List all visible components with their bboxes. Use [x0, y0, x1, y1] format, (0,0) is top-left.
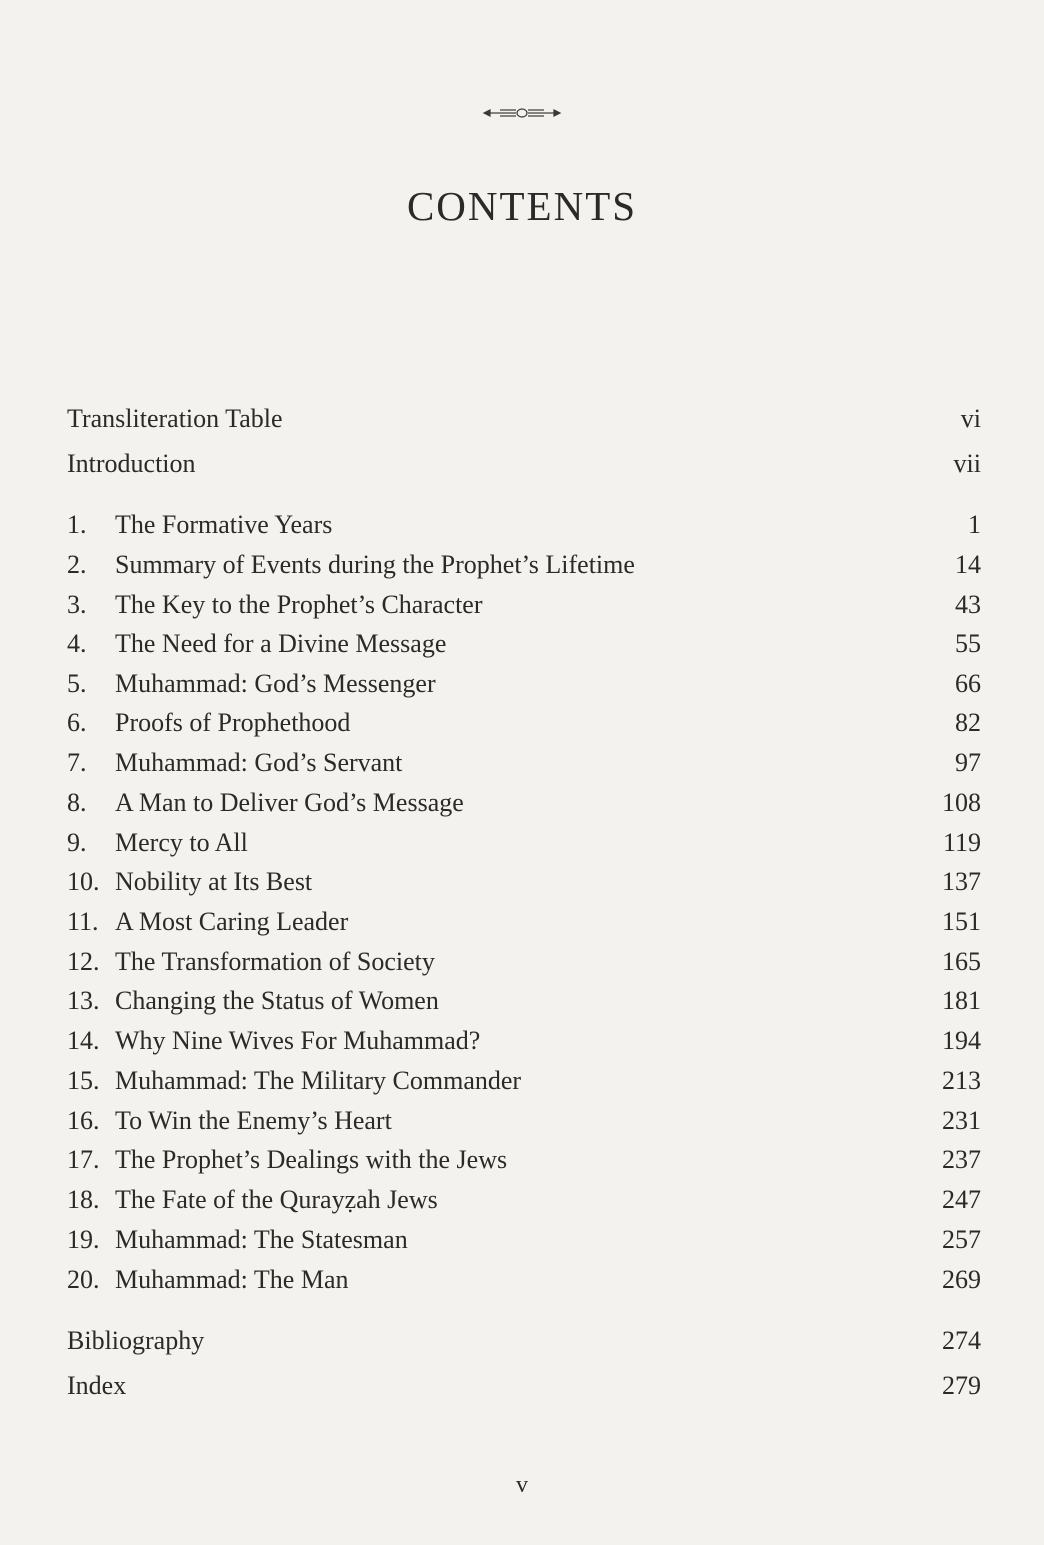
- chapter-page: 55: [955, 629, 981, 658]
- chapter-title: Mercy to All: [115, 828, 248, 857]
- chapter-number: 11.: [67, 907, 99, 936]
- toc-entry-page: 274: [942, 1326, 981, 1355]
- chapter-number: 4.: [67, 629, 87, 658]
- chapter-number: 18.: [67, 1185, 100, 1214]
- chapter-title: Proofs of Prophethood: [115, 708, 351, 737]
- chapter-title: Muhammad: The Statesman: [115, 1225, 408, 1254]
- toc-entry-index[interactable]: [67, 1366, 981, 1406]
- chapter-number: 19.: [67, 1225, 100, 1254]
- toc-chapter-14[interactable]: [67, 1021, 981, 1061]
- chapter-page: 269: [942, 1265, 981, 1294]
- chapter-number: 2.: [67, 550, 87, 579]
- chapter-number: 6.: [67, 708, 87, 737]
- chapter-page: 14: [955, 550, 981, 579]
- chapter-number: 14.: [67, 1026, 100, 1055]
- chapter-page: 97: [955, 748, 981, 777]
- chapter-title: Muhammad: The Man: [115, 1265, 349, 1294]
- toc-entry-page: vii: [953, 449, 981, 478]
- chapter-page: 181: [942, 986, 981, 1015]
- chapter-title: Muhammad: God’s Messenger: [115, 669, 436, 698]
- chapter-page: 82: [955, 708, 981, 737]
- chapter-title: A Most Caring Leader: [115, 907, 349, 936]
- chapter-page: 247: [942, 1185, 981, 1214]
- toc-chapter-5[interactable]: [67, 664, 981, 704]
- toc-entry-label: Transliteration Table: [67, 404, 283, 433]
- chapter-title: Why Nine Wives For Muhammad?: [115, 1026, 481, 1055]
- chapter-number: 1.: [67, 510, 87, 539]
- chapter-number: 10.: [67, 867, 100, 896]
- toc-chapter-17[interactable]: [67, 1140, 981, 1180]
- chapter-page: 151: [942, 907, 981, 936]
- page-title: CONTENTS: [406, 183, 638, 229]
- toc-chapter-19[interactable]: [67, 1220, 981, 1260]
- toc-chapter-7[interactable]: [67, 743, 981, 783]
- toc-entry-page: vi: [960, 404, 981, 433]
- toc-entry-bibliography[interactable]: [67, 1321, 981, 1361]
- chapter-title: To Win the Enemy’s Heart: [115, 1106, 392, 1135]
- toc-chapter-3[interactable]: [67, 585, 981, 625]
- chapter-page: 213: [942, 1066, 981, 1095]
- toc-chapter-9[interactable]: [67, 823, 981, 863]
- chapter-page: 237: [942, 1145, 981, 1174]
- chapter-number: 17.: [67, 1145, 100, 1174]
- toc-chapter-2[interactable]: [67, 545, 981, 585]
- chapter-title: Muhammad: God’s Servant: [115, 748, 403, 777]
- toc-chapter-6[interactable]: [67, 703, 981, 743]
- chapter-number: 15.: [67, 1066, 100, 1095]
- toc-entry-transliteration-table[interactable]: [67, 399, 981, 439]
- chapter-number: 3.: [67, 590, 87, 619]
- toc-chapter-15[interactable]: [67, 1061, 981, 1101]
- chapter-title: The Formative Years: [115, 510, 333, 539]
- chapter-title: Changing the Status of Women: [115, 986, 439, 1015]
- toc-entry-label: Bibliography: [67, 1326, 205, 1355]
- chapter-title: Muhammad: The Military Commander: [115, 1066, 522, 1095]
- chapter-number: 8.: [67, 788, 87, 817]
- chapter-number: 9.: [67, 828, 87, 857]
- chapter-page: 231: [942, 1106, 981, 1135]
- toc-chapter-11[interactable]: [67, 902, 981, 942]
- page-number-folio: v: [516, 1472, 528, 1498]
- chapter-title: The Transformation of Society: [115, 947, 435, 976]
- chapter-title: Summary of Events during the Prophet’s Lifetime: [115, 550, 635, 579]
- chapter-page: 43: [955, 590, 981, 619]
- chapter-number: 12.: [67, 947, 100, 976]
- toc-entry-label: Index: [67, 1371, 127, 1400]
- toc-chapter-16[interactable]: [67, 1101, 981, 1141]
- chapter-title: The Need for a Divine Message: [115, 629, 447, 658]
- chapter-page: 137: [942, 867, 981, 896]
- chapter-page: 119: [942, 828, 981, 857]
- chapter-page: 194: [942, 1026, 981, 1055]
- chapter-title: Nobility at Its Best: [115, 867, 313, 896]
- ornament-icon: [482, 103, 562, 123]
- toc-chapter-18[interactable]: [67, 1180, 981, 1220]
- chapter-number: 7.: [67, 748, 87, 777]
- chapter-number: 20.: [67, 1265, 100, 1294]
- chapter-page: 108: [942, 788, 981, 817]
- toc-chapter-12[interactable]: [67, 942, 981, 982]
- chapter-number: 5.: [67, 669, 87, 698]
- chapter-number: 16.: [67, 1106, 100, 1135]
- chapter-title: The Key to the Prophet’s Character: [115, 590, 483, 619]
- toc-entry-introduction[interactable]: [67, 444, 981, 484]
- toc-entry-label: Introduction: [67, 449, 196, 478]
- chapter-page: 257: [942, 1225, 981, 1254]
- chapter-page: 165: [942, 947, 981, 976]
- chapter-title: The Fate of the Qurayẓah Jews: [115, 1185, 438, 1214]
- toc-chapter-10[interactable]: [67, 862, 981, 902]
- chapter-title: The Prophet’s Dealings with the Jews: [115, 1145, 508, 1174]
- toc-chapter-8[interactable]: [67, 783, 981, 823]
- toc-chapter-13[interactable]: [67, 981, 981, 1021]
- toc-chapter-1[interactable]: [67, 505, 981, 545]
- chapter-page: 66: [955, 669, 981, 698]
- chapter-page: 1: [968, 510, 981, 539]
- chapter-number: 13.: [67, 986, 100, 1015]
- toc-chapter-20[interactable]: [67, 1260, 981, 1300]
- chapter-title: A Man to Deliver God’s Message: [115, 788, 464, 817]
- toc-chapter-4[interactable]: [67, 624, 981, 664]
- toc-entry-page: 279: [942, 1371, 981, 1400]
